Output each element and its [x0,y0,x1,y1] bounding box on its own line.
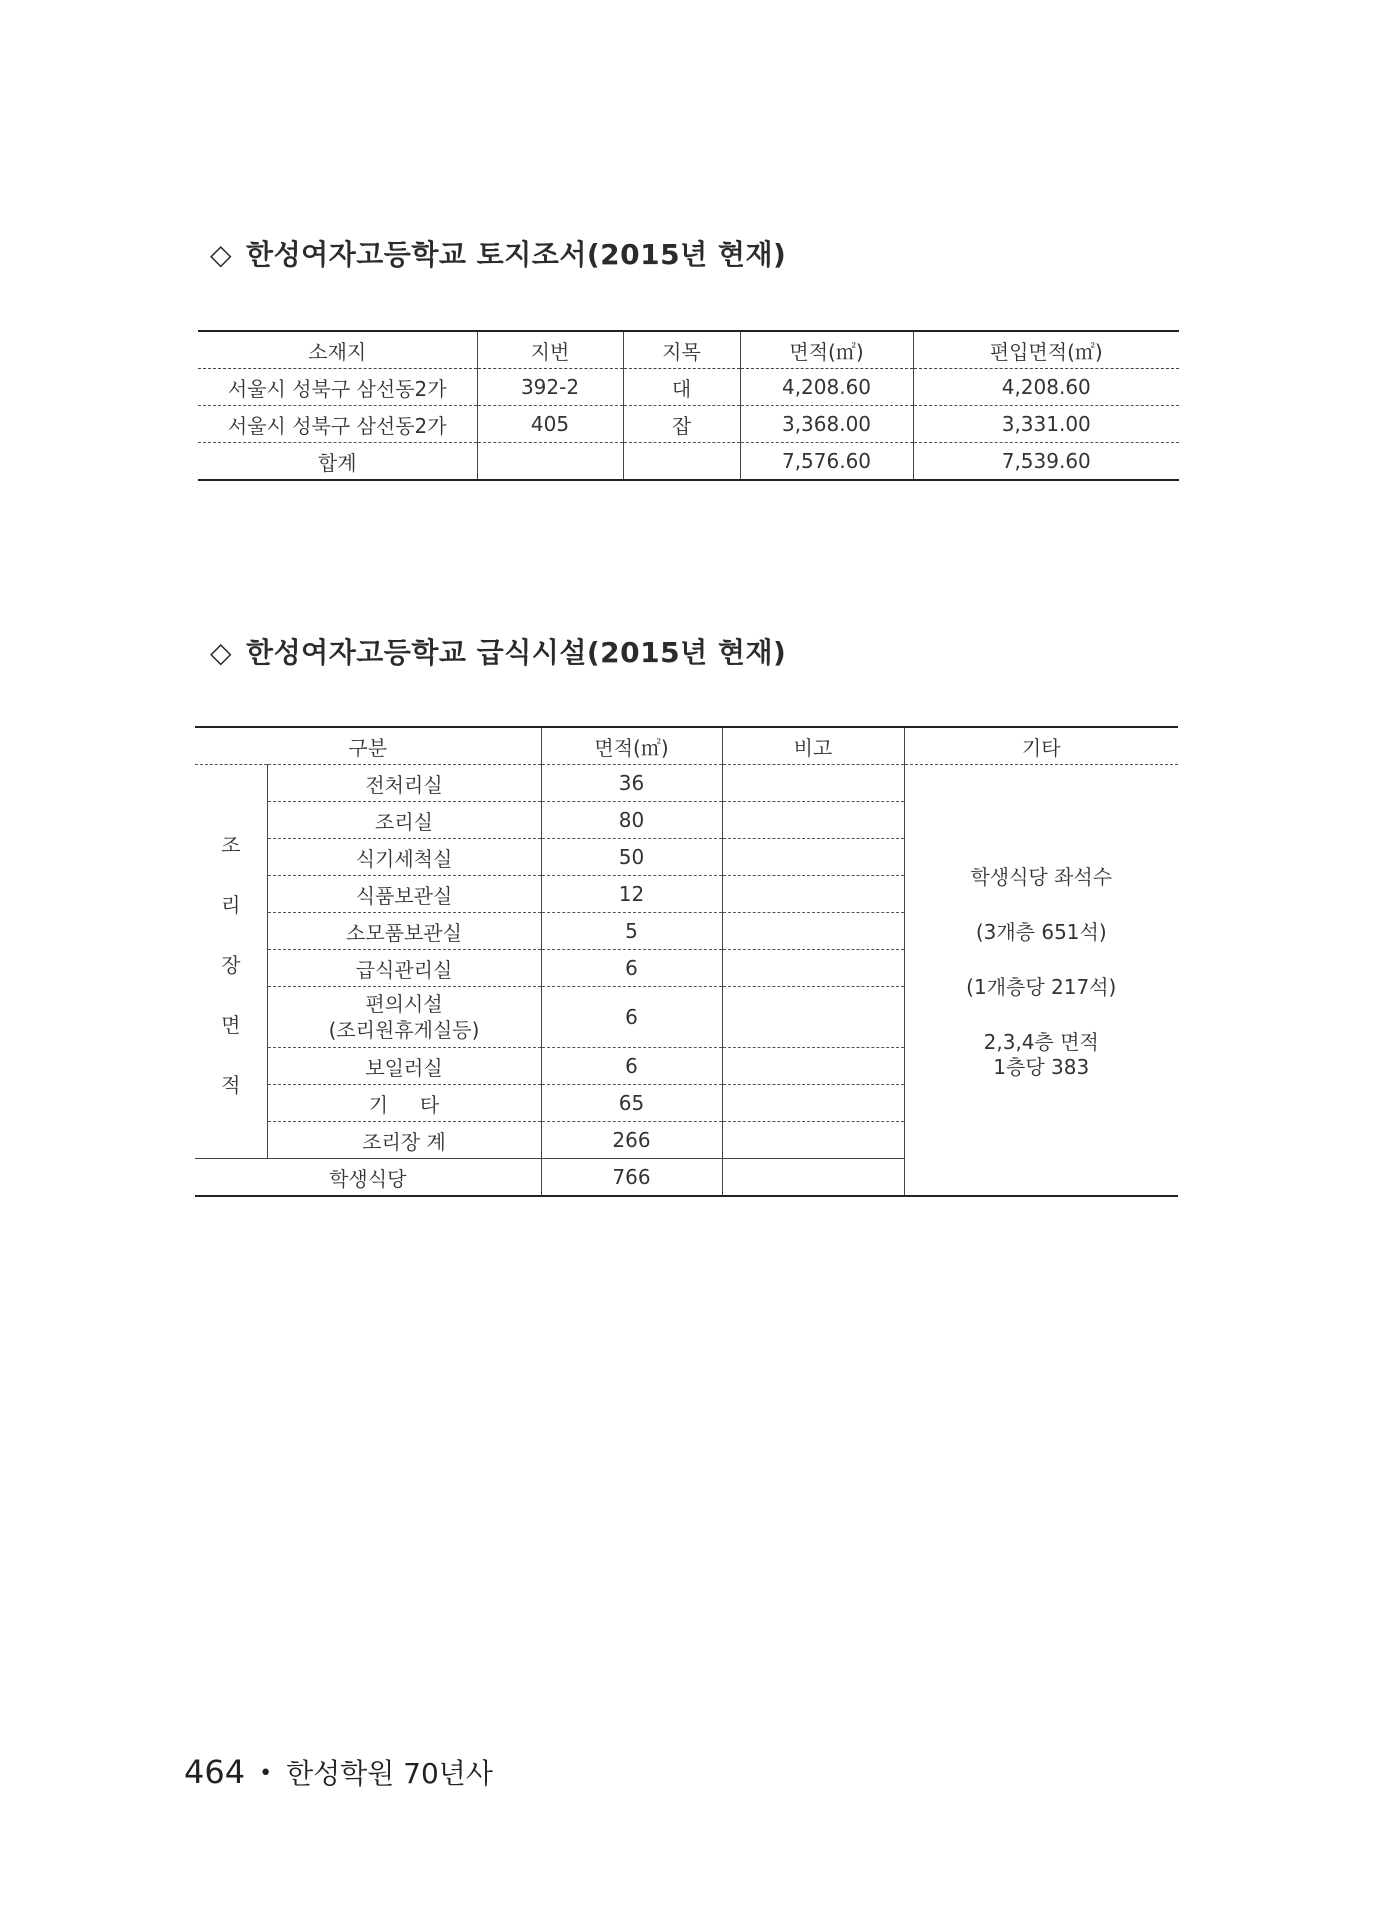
note-per-floor-area: 1층당 383 [993,1055,1090,1079]
meal-header-etc: 기타 [904,727,1178,765]
table-row-total [198,443,1179,481]
note-floor-area: 2,3,4층 면적 [983,1030,1099,1054]
meal-cell-remarks [722,876,904,913]
land-cell-category [623,443,740,481]
diamond-icon: ◇ [210,238,233,271]
meal-cell-area: 50 [541,839,722,876]
land-section-title [210,233,786,273]
book-title: 한성학원 70년사 [286,1757,493,1790]
group-label-char: 면 [221,1012,241,1037]
meal-header-area: 면적(㎡) [541,727,722,765]
meal-cell-student-cafeteria: 학생식당 [195,1159,541,1197]
meal-cell-name: 기 타 [267,1085,541,1122]
meal-title-text: 한성여자고등학교 급식시설(2015년 현재) [246,636,787,669]
land-cell-area: 3,368.00 [740,406,913,443]
seating-note [904,765,1178,1197]
land-header-location: 소재지 [198,331,477,369]
group-label-char: 리 [221,892,241,917]
meal-header-division: 구분 [195,727,541,765]
land-cell-incorporated-area: 4,208.60 [913,369,1179,406]
land-header-category: 지목 [623,331,740,369]
table-row [195,765,1178,802]
note-seat-count: 학생식당 좌석수 [970,865,1113,889]
meal-cell-remarks [722,1085,904,1122]
bullet-icon: • [259,1761,273,1786]
meal-table [195,726,1178,1197]
land-table [198,330,1179,481]
table-row [198,369,1179,406]
meal-cell-remarks [722,987,904,1048]
meal-cell-student-area: 766 [541,1159,722,1197]
meal-cell-name: 전처리실 [267,765,541,802]
meal-cell-name: 식기세척실 [267,839,541,876]
meal-header-row [195,727,1178,765]
meal-cell-remarks [722,950,904,987]
meal-cell-name: 식품보관실 [267,876,541,913]
land-header-row [198,331,1179,369]
meal-cell-area: 65 [541,1085,722,1122]
meal-cell-area: 6 [541,1048,722,1085]
meal-cell-name: 조리장 계 [267,1122,541,1159]
meal-cell-remarks [722,765,904,802]
diamond-icon: ◇ [210,636,233,669]
meal-cell-area: 12 [541,876,722,913]
group-label-char: 조 [221,832,241,857]
land-cell-category: 잡 [623,406,740,443]
table-row [198,406,1179,443]
meal-cell-remarks [722,1159,904,1197]
meal-cell-remarks [722,913,904,950]
group-label-char: 적 [221,1072,241,1097]
meal-cell-area: 36 [541,765,722,802]
meal-cell-name: 소모품보관실 [267,913,541,950]
land-cell-location: 서울시 성북구 삼선동2가 [198,406,477,443]
land-cell-lot [477,443,623,481]
land-cell-lot: 392-2 [477,369,623,406]
land-header-lot: 지번 [477,331,623,369]
meal-cell-name: 급식관리실 [267,950,541,987]
meal-cell-name [267,987,541,1048]
meal-section-title [210,631,786,671]
land-cell-total-area: 7,576.60 [740,443,913,481]
land-title-text: 한성여자고등학교 토지조서(2015년 현재) [246,238,787,271]
group-label-char: 장 [221,952,241,977]
land-cell-location: 서울시 성북구 삼선동2가 [198,369,477,406]
kitchen-area-group-label [195,765,267,1159]
meal-cell-area: 266 [541,1122,722,1159]
meal-cell-area: 6 [541,950,722,987]
page-number: 464 [184,1753,246,1791]
meal-cell-name-line2: (조리원휴게실등) [328,1018,480,1042]
land-cell-category: 대 [623,369,740,406]
land-header-area: 면적(㎡) [740,331,913,369]
land-cell-incorporated-area: 3,331.00 [913,406,1179,443]
meal-cell-area: 80 [541,802,722,839]
note-three-floors: (3개층 651석) [975,920,1107,944]
meal-cell-area: 5 [541,913,722,950]
note-per-floor: (1개층당 217석) [966,975,1117,999]
meal-cell-area: 6 [541,987,722,1048]
meal-header-remarks: 비고 [722,727,904,765]
meal-cell-name: 조리실 [267,802,541,839]
page-footer [184,1752,493,1792]
land-cell-total-label: 합계 [317,450,357,475]
meal-cell-remarks [722,802,904,839]
land-cell-lot: 405 [477,406,623,443]
land-header-incorporated-area: 편입면적(㎡) [913,331,1179,369]
land-cell-area: 4,208.60 [740,369,913,406]
meal-cell-name: 보일러실 [267,1048,541,1085]
meal-cell-remarks [722,1048,904,1085]
meal-cell-remarks [722,839,904,876]
meal-cell-remarks [722,1122,904,1159]
meal-cell-name-line1: 편의시설 [365,992,443,1016]
note-floor-area-group [905,1030,1179,1080]
land-cell-total-incorporated-area: 7,539.60 [913,443,1179,481]
